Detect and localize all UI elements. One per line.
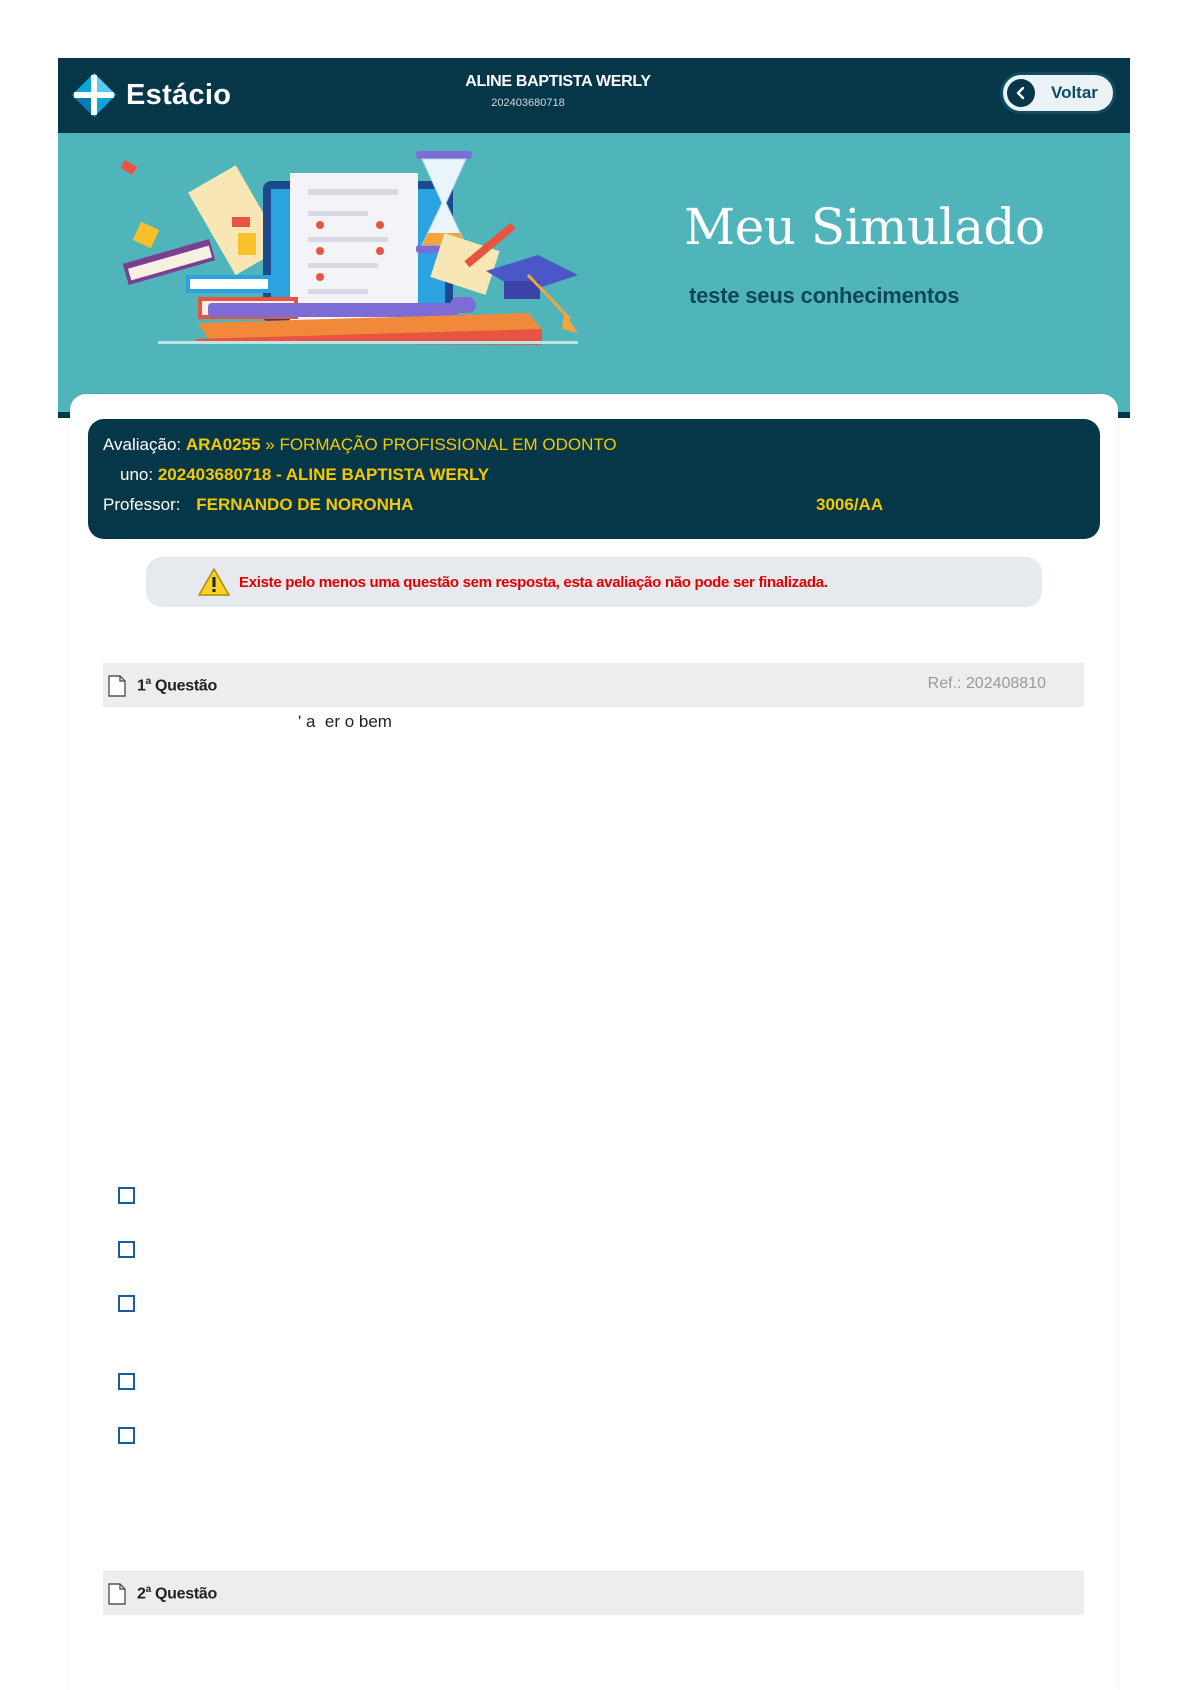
- assessment-info: [88, 419, 1100, 539]
- question-1-header: [103, 663, 1084, 707]
- professor-label: Professor:: [103, 495, 181, 514]
- assessment-name: » FORMAÇÃO PROFISSIONAL EM ODONTO: [265, 435, 617, 454]
- question-2-title: 2$^a$ Questão: [137, 1584, 217, 1603]
- estacio-logo: [70, 70, 231, 120]
- class-code: 3006/AA: [816, 495, 884, 514]
- question-1-option-e-checkbox[interactable]: [118, 1427, 135, 1444]
- question-1-title: 1$^a$ Questão: [137, 676, 217, 695]
- question-1-ref: Ref.: 202408810: [927, 675, 1046, 692]
- back-button-label: Voltar: [1051, 83, 1098, 102]
- back-button[interactable]: [1000, 72, 1116, 114]
- warning-text: Existe pelo menos uma questão sem resposta, esta avaliação não pode ser finalizada.: [239, 573, 828, 591]
- assessment-line: [103, 435, 617, 455]
- user-name: ALINE BAPTISTA WERLY: [465, 73, 651, 90]
- student-label: uno:: [120, 465, 154, 484]
- question-1-text: ' a er o bem: [298, 712, 392, 731]
- estacio-diamond-icon: [70, 71, 118, 119]
- student-value: 202403680718 - ALINE BAPTISTA WERLY: [157, 465, 490, 484]
- question-1-option-c-checkbox[interactable]: [118, 1295, 135, 1312]
- top-header: [58, 58, 1130, 133]
- banner-title: Meu Simulado: [684, 198, 1045, 256]
- user-info: [358, 73, 758, 109]
- banner-subtitle: teste seus conhecimentos: [689, 283, 960, 308]
- professor-value: FERNANDO DE NORONHA: [196, 495, 414, 514]
- student-line: [120, 465, 489, 485]
- assessment-code: ARA0255: [185, 435, 261, 454]
- question-2-header: [103, 1571, 1084, 1615]
- question-1-option-d-checkbox[interactable]: [118, 1373, 135, 1390]
- hero-banner: [58, 133, 1130, 418]
- study-illustration: [58, 133, 658, 418]
- question-1-option-a-checkbox[interactable]: [118, 1187, 135, 1204]
- document-icon: [107, 675, 127, 697]
- document-icon: [107, 1583, 127, 1605]
- assessment-label: Avaliação:: [103, 435, 182, 454]
- question-1-option-b-checkbox[interactable]: [118, 1241, 135, 1258]
- professor-line: [103, 495, 413, 515]
- logo-text: Estácio: [126, 78, 232, 111]
- user-id: 202403680718: [491, 97, 565, 109]
- warning-banner: [146, 557, 1042, 607]
- warning-icon: [198, 567, 230, 597]
- chevron-left-icon: [1007, 79, 1035, 107]
